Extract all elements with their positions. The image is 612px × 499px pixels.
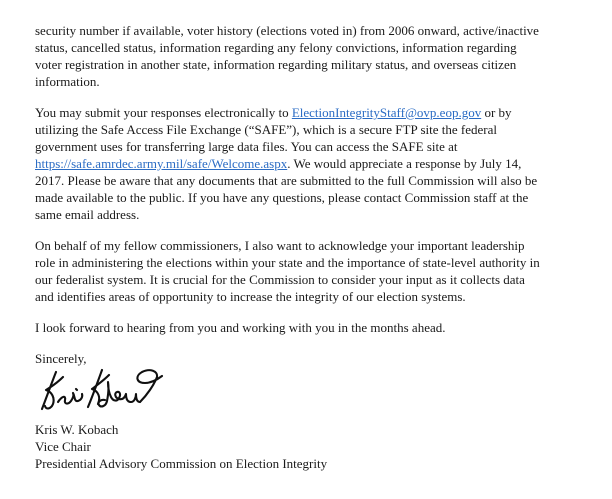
text-line: voter registration in another state, information regarding military status, and overseas citizen: [35, 57, 517, 72]
text-line: 2017. Please be aware that any documents that are submitted to the full Commission will also be: [35, 173, 538, 188]
text-segment: You may submit your responses electronically to: [35, 105, 292, 120]
text-line: same email address.: [35, 207, 140, 222]
text-line: utilizing the Safe Access File Exchange (“SAFE”), which is a secure FTP site the federal: [35, 122, 497, 137]
text-line: security number if available, voter history (elections voted in) from 2006 onward, active/inactive: [35, 23, 539, 38]
signer-name: Kris W. Kobach: [35, 422, 119, 437]
text-line: I look forward to hearing from you and working with you in the months ahead.: [35, 320, 446, 335]
paragraph-look-forward: [35, 319, 590, 336]
signature-image: [39, 365, 167, 413]
text-line: [35, 104, 590, 121]
text-line: and identifies areas of opportunity to increase the integrity of our election systems.: [35, 289, 466, 304]
text-line: On behalf of my fellow commissioners, I also want to acknowledge your important leadership: [35, 238, 525, 253]
text-line: status, cancelled status, information regarding any felony convictions, information regarding: [35, 40, 517, 55]
text-segment: or by: [481, 105, 512, 120]
paragraph-acknowledgement: [35, 237, 590, 305]
safe-site-link[interactable]: https://safe.amrdec.army.mil/safe/Welcome.aspx: [35, 156, 288, 171]
text-line: information.: [35, 74, 100, 89]
paragraph-submission-instructions: [35, 104, 590, 223]
signer-organization: Presidential Advisory Commission on Election Integrity: [35, 456, 328, 471]
signer-block: [35, 421, 590, 472]
text-line: our federalist system. It is crucial for the Commission to consider your input as it collects data: [35, 272, 525, 287]
email-link[interactable]: ElectionIntegrityStaff@ovp.eop.gov: [291, 105, 482, 120]
text-line: made available to the public. If you have any questions, please contact Commission staff at the: [35, 190, 529, 205]
closing-salutation: Sincerely,: [35, 351, 87, 366]
text-line: government uses for transferring large data files. You can access the SAFE site at: [35, 139, 458, 154]
text-line: [35, 155, 590, 172]
text-line: role in administering the elections within your state and the importance of state-level authority in: [35, 255, 540, 270]
signature-block: [39, 365, 590, 413]
paragraph-voter-data: [35, 22, 590, 90]
text-segment: . We would appreciate a response by July 14,: [287, 156, 522, 171]
signer-title: Vice Chair: [35, 439, 91, 454]
